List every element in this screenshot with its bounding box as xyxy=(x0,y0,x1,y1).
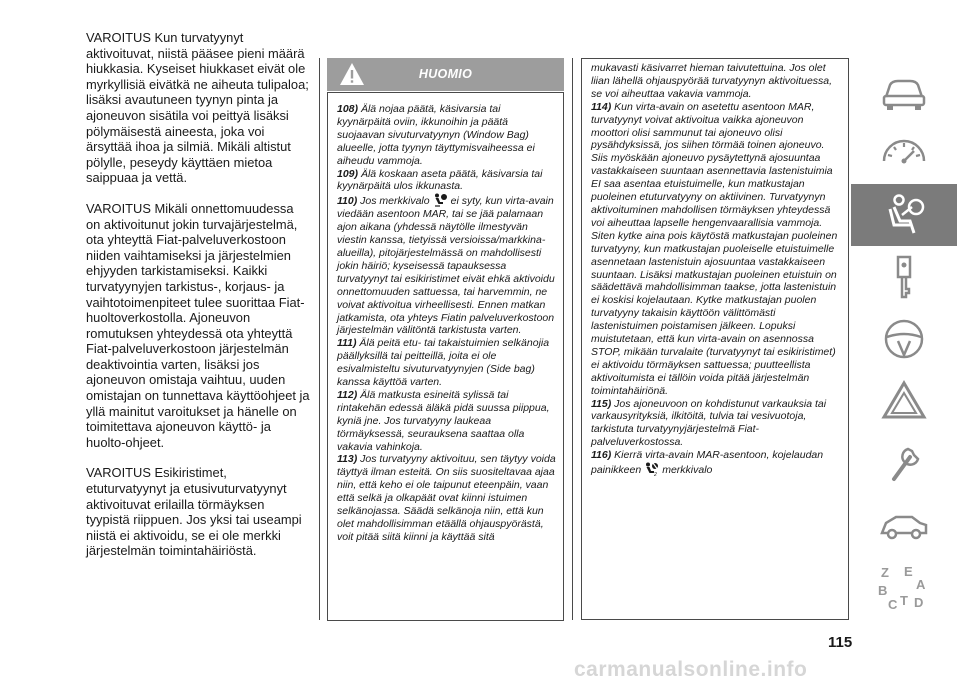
alphabet-index-icon xyxy=(876,563,932,611)
tab-index[interactable] xyxy=(851,556,957,618)
tab-starting[interactable] xyxy=(851,246,957,308)
note-113-continued: mukavasti käsivarret hieman taivutettuina. Jos olet liian lähellä ohjauspyörää turvatyynyn aktivoituessa, se voi aiheuttaa vakavia vammoja. xyxy=(591,62,833,100)
note-109: 109) Älä koskaan aseta päätä, käsivarsia tai kyynärpäitä ulos ikkunasta. xyxy=(337,167,543,193)
index-letter-b: B xyxy=(878,583,888,598)
svg-text:2: 2 xyxy=(654,472,657,477)
dashboard-gauge-icon xyxy=(876,129,932,177)
tab-dashboard[interactable] xyxy=(851,122,957,184)
note-108: 108) Älä nojaa päätä, käsivarsia tai kyynärpäitä oviin, ikkunoihin ja päätä suojaavan sivuturvatyynyn (Window Bag) alueelle, jotta tyynyn täyttymisvaiheessa ei aiheudu vammoja. xyxy=(337,103,535,167)
steering-wheel-icon xyxy=(876,315,932,363)
index-letter-d: D xyxy=(914,595,924,610)
tab-car-overview[interactable] xyxy=(851,60,957,122)
notice-title: HUOMIO xyxy=(418,67,473,81)
car-side-icon xyxy=(876,501,932,549)
column-divider-left xyxy=(319,58,320,620)
warning-paragraph-pretensioners: VAROITUS Esikiristimet, etuturvatyynyt ja etusivuturvatyynyt aktivoituvat erilailla törmäyksen tyypistä riippuen. Jos yksi tai useampi niistä ei aktivoidu, se ei ole merkki järjestelmän toimintahäiriöstä. xyxy=(86,465,302,559)
wrench-icon xyxy=(876,439,932,487)
index-letter-z: Z xyxy=(881,565,889,580)
index-letter-a: A xyxy=(916,577,926,592)
notice-header xyxy=(327,58,564,91)
watermark: carmanualsonline.info xyxy=(574,658,808,681)
ignition-key-icon xyxy=(876,253,932,301)
index-letter-c: C xyxy=(888,597,898,611)
airbag-warning-icon xyxy=(433,193,448,207)
notice-content xyxy=(337,103,557,544)
warning-triangle-icon xyxy=(876,377,932,425)
note-110: 110) Jos merkkivalo ei syty, kun virta-avain viedään asentoon MAR, tai se jää palamaan ajon aikana (yhdessä näytölle ilmestyvän viestin kanssa, tietyissä versioissa/markkina-alueilla), pitojärjestelmässä on mahdollisesti jokin häiriö; kyseisessä tapauksessa turvatyynyt tai esikiristimet eivät ehkä aktivoidu onnettomuuden sattuessa, tai harvemmin, ne voivat aktivoitua virheellisesti. Ennen matkan jatkamista, ota yhteys Fiatin palveluverkostoon järjestelmän välitöntä tarkistusta varten. xyxy=(337,195,555,337)
tab-maintenance[interactable] xyxy=(851,432,957,494)
warning-column xyxy=(86,30,310,574)
tab-technical-data[interactable] xyxy=(851,494,957,556)
chapter-tabs xyxy=(851,60,957,620)
warning-paragraph-particles: VAROITUS Kun turvatyynyt aktivoituvat, niistä pääsee pieni määrä hiukkasia. Kyseiset hiukkaset eivät ole myrkyllisiä eivätkä ne aiheuta tulipaloa; lisäksi avautuneen tyynyn pinta ja ajoneuvon sisätila voi peittyä lisäksi pölymäisestä aineesta, joka voi ärsyttää ihoa ja silmiä. Mikäli altistut pölylle, peseydy käyttäen mietoa saippuaa ja vettä. xyxy=(86,30,309,186)
car-outline-icon xyxy=(876,67,932,115)
seat-airbag-icon xyxy=(876,191,932,239)
note-111: 111) Älä peitä etu- tai takaistuimien selkänojia päällyksillä tai peitteillä, joita ei ole esivalmisteltu sivuturvatyynyjen (Side bag) kanssa käyttöä varten. xyxy=(337,337,550,389)
note-113: 113) Jos turvatyyny aktivoituu, sen täytyy voida täyttyä ilman esteitä. On siis suositeltavaa ajaa niin, että keho ei ole taipunut eteenpäin, vaan että selkä ja olkapäät ovat kiinni istuimen selkänojassa. Säädä selkänoja niin, että kun olet mahdollisimman etäällä ohjauspyörästä, voit pitää siitä kiinni ja käyttää sitä xyxy=(337,453,556,543)
page-number: 115 xyxy=(828,634,853,651)
tab-driving[interactable] xyxy=(851,308,957,370)
warning-paragraph-service: VAROITUS Mikäli onnettomuudessa on aktivoitunut jokin turvajärjestelmä, ota yhteyttä Fiat-palveluverkostoon niiden vaihtamiseksi ja järjestelmien ehjyyden tarkistamiseksi. Kaikki turvatyynyjen tarkistus-, korjaus- ja vaihtotoimenpiteet tulee suorittaa Fiat-huoltoverkostolla. Ajoneuvon romutuksen yhteydessä ota yhteyttä Fiat-palveluverkostoon järjestelmän deaktivointia varten, lisäksi jos ajoneuvon omistaja vaihtuu, uuden omistajan on tunnettava käyttöohjeet ja yllä mainitut varoitukset ja hänelle on toimitettava ajoneuvon käyttö- ja huolto-ohjeet. xyxy=(86,200,310,450)
note-115: 115) Jos ajoneuvoon on kohdistunut varkauksia tai varkausyrityksiä, ilkitöitä, tulvia tai vesivuotoja, tarkistuta turvatyynyjärjestelmä Fiat-palveluverkostossa. xyxy=(591,397,827,449)
notice-content-continued xyxy=(591,62,841,477)
column-divider-right xyxy=(572,58,573,620)
note-116: 116) Kierrä virta-avain MAR-asentoon, kojelaudan painikkeen 2 merkkivalo xyxy=(591,449,824,477)
note-114: 114) Kun virta-avain on asetettu asentoon MAR, turvatyynyt voivat aktivoitua vaikka ajoneuvon moottori olisi sammunut tai ajoneuvo olisi pysähdyksissä, jos siihen törmää toinen ajoneuvo. Siis myöskään ajoneuvo pysäytettynä ajosuuntaa vastakkaiseen suuntaan asennettavia lastenistuimia EI saa asentaa etuistuimelle, kun matkustajan puoleinen etuturvatyyny on aktiivinen. Turvatyynyn aktivoituminen mahdollisen törmäyksen yhteydessä voi aiheuttaa lapselle hengenvaarallisia vammoja. Siten kytke aina pois käytöstä matkustajan puoleinen turvatyyny, kun matkustajan puoleiselle etuistuimelle asennetaan lastenistuin ajosuuntaa vastakkaiseen suuntaan. Lisäksi matkustajan puoleinen etuistuin on säädettävä mahdollisimman taakse, jotta lastenistuin ei koskisi kojelautaan. Kytke matkustajan puolen turvatyyny takaisin käyttöön välittömästi lastenistuimen poistamisen jälkeen. Lopuksi muistutetaan, että kun virta-avain on asennossa STOP, mikään turvalaite (turvatyynyt tai esikiristimet) ei aktivoidu törmäyksen sattuessa; puutteellista aktivoitumista ei tällöin voida pitää järjestelmän toimintahäiriönä. xyxy=(591,100,838,397)
passenger-airbag-off-icon xyxy=(644,462,659,476)
note-112: 112) Älä matkusta esineitä sylissä tai rintakehän edessä äläkä pidä suussa piippua, kyniä jne. Jos turvatyyny laukeaa törmäyksessä, seurauksena saattaa olla vakavia vahinkoja. xyxy=(337,388,550,453)
tab-safety[interactable] xyxy=(851,184,957,246)
tab-emergency[interactable] xyxy=(851,370,957,432)
index-letter-t: T xyxy=(900,593,908,608)
index-letter-e: E xyxy=(904,564,913,579)
